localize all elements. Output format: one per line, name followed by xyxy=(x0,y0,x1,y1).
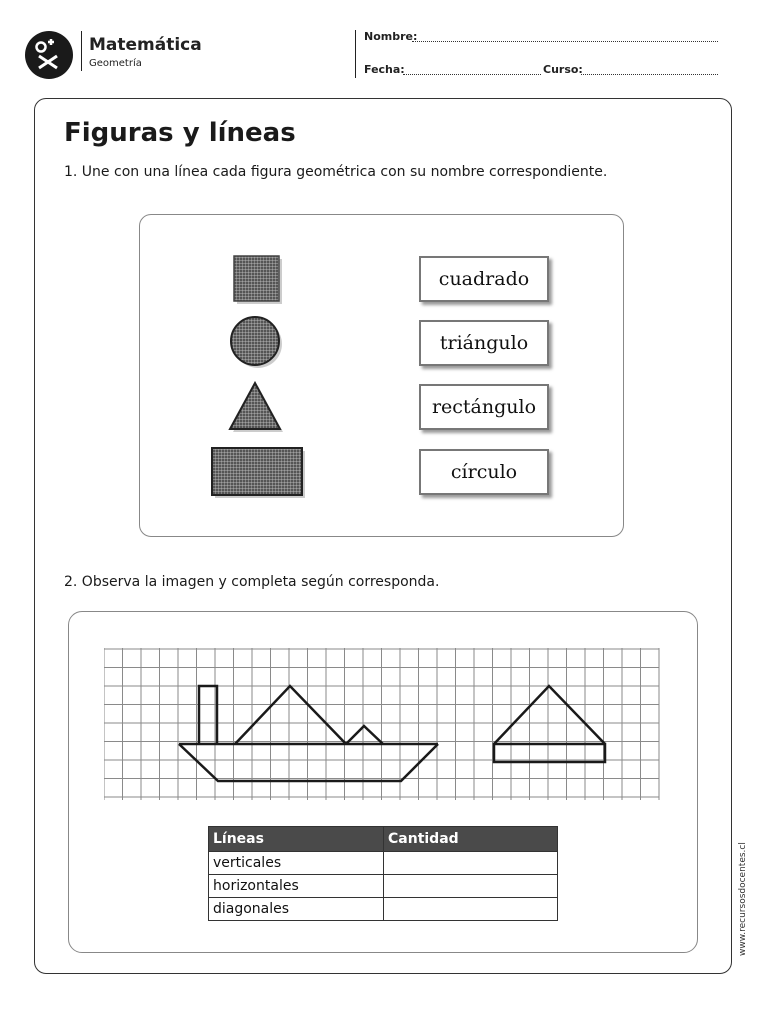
answer-cell[interactable] xyxy=(384,852,558,875)
label-cuadrado[interactable]: cuadrado xyxy=(419,256,549,302)
column-header: Cantidad xyxy=(384,827,558,852)
source-url xyxy=(735,830,749,956)
table-row xyxy=(209,898,558,921)
count-table xyxy=(208,826,558,921)
label-circulo[interactable]: círculo xyxy=(419,449,549,495)
question-1-text: 1. Une con una línea cada figura geométrica con su nombre correspondiente. xyxy=(64,164,608,180)
column-header: Líneas xyxy=(209,827,384,852)
square-icon[interactable] xyxy=(234,256,282,304)
label-rectangulo[interactable]: rectángulo xyxy=(419,384,549,430)
row-label: horizontales xyxy=(209,875,384,898)
grid-drawing xyxy=(104,648,662,804)
table-header xyxy=(209,827,558,852)
logo-icon xyxy=(24,30,74,80)
name-field[interactable] xyxy=(412,41,718,42)
course-field[interactable] xyxy=(581,74,718,75)
label-triangulo[interactable]: triángulo xyxy=(419,320,549,366)
row-label: diagonales xyxy=(209,898,384,921)
course-label: Curso: xyxy=(543,63,583,76)
shapes-column xyxy=(200,248,320,508)
subject-topic: Geometría xyxy=(89,58,142,69)
answer-cell[interactable] xyxy=(384,898,558,921)
page-title: Figuras y líneas xyxy=(64,118,296,148)
boat-drawing xyxy=(179,686,438,781)
circle-icon[interactable] xyxy=(231,317,282,368)
date-field[interactable] xyxy=(403,74,541,75)
triangle-icon[interactable] xyxy=(230,383,283,432)
header-divider xyxy=(355,30,356,78)
answer-cell[interactable] xyxy=(384,875,558,898)
row-label: verticales xyxy=(209,852,384,875)
brand-divider xyxy=(81,31,82,71)
rectangle-icon[interactable] xyxy=(212,448,305,498)
question-2-text: 2. Observa la imagen y completa según corresponda. xyxy=(64,574,440,590)
table-row xyxy=(209,852,558,875)
subject-title: Matemática xyxy=(89,35,202,55)
svg-text:www.recursosdocentes.cl: www.recursosdocentes.cl xyxy=(738,842,748,956)
table-row xyxy=(209,875,558,898)
date-label: Fecha: xyxy=(364,63,405,76)
name-label: Nombre: xyxy=(364,30,418,43)
